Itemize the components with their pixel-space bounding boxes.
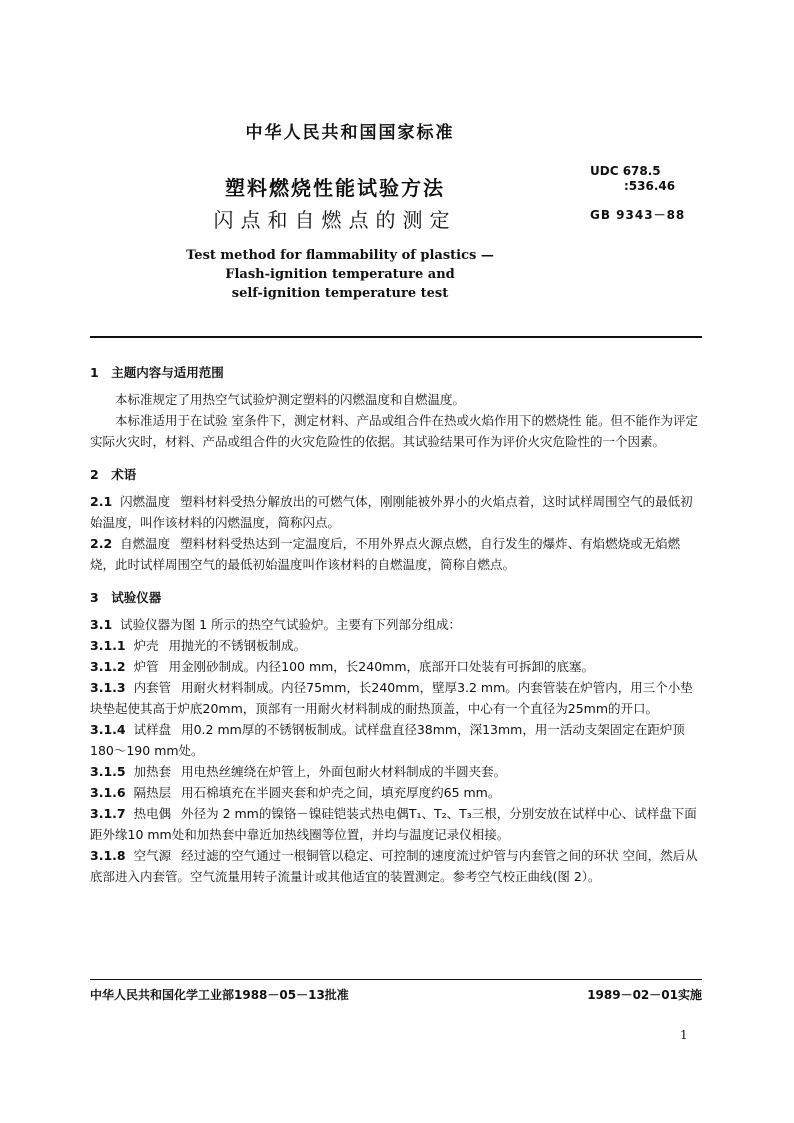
section-3-heading: 3 试验仪器 [90,590,162,605]
clause-text: 用抛光的不锈钢板制成。 [168,638,307,653]
clause-text: 外径为 2 mm的镍铬－镍硅铠装式热电偶T₁、T₂、T₃三根，分别安放在试样中心、试样盘下面距外缘10 mm处和加热套中靠近加热线圈等位置，并均与温度记录仪相接。 [90,806,697,842]
clause-number: 3.1.5 [90,764,126,779]
udc-line-1: UDC 678.5 [590,164,661,178]
clause-term: 炉管 [133,659,159,674]
clause-term: 加热套 [133,764,172,779]
gb-number: GB 9343－88 [590,208,686,222]
clause-term: 隔热层 [133,785,172,800]
udc-line-2: :536.46 [624,179,676,193]
clause-3-1-8 [90,845,702,887]
clause-term: 炉壳 [133,638,159,653]
approval-statement: 中华人民共和国化学工业部1988－05－13批准 [90,988,349,1002]
clause-number: 3.1 [90,617,113,632]
clause-number: 3.1.1 [90,638,126,653]
clause-3-1 [90,614,702,635]
clause-number: 3.1.3 [90,680,126,695]
standard-org-header: 中华人民共和国国家标准 [245,123,455,143]
section-1-paragraph-1: 本标准规定了用热空气试验炉测定塑料的闪燃温度和自燃温度。 [115,392,466,407]
clause-text: 塑料材料受热达到一定温度后，不用外界点火源点燃，自行发生的爆炸、有焰燃烧或无焰燃烧，此时试样周围空气的最低初始温度叫作该材料的自燃温度，简称自燃点。 [90,536,681,572]
clause-3-1-4 [90,719,702,761]
clause-number: 3.1.2 [90,659,126,674]
clause-3-1-7 [90,803,702,845]
clause-3-1-1 [90,635,702,656]
section-2-heading: 2 术语 [90,467,137,482]
english-title-line-1: Test method for flammability of plastics — [186,248,494,263]
clause-3-1-2 [90,656,702,677]
clause-2-2 [90,533,702,575]
clause-text: 经过滤的空气通过一根铜管以稳定、可控制的速度流过炉管与内套管之间的环状 空间，然后从底部进入内套管。空气流量用转子流量计或其他适宜的装置测定。参考空气校正曲线(图 2）。 [90,848,698,884]
clause-3-1-6 [90,782,702,803]
clause-number: 2.2 [90,536,113,551]
clause-number: 3.1.7 [90,806,126,821]
clause-number: 3.1.8 [90,848,126,863]
section-1-heading: 1 主题内容与适用范围 [90,365,224,380]
clause-number: 3.1.6 [90,785,126,800]
header-divider [90,336,702,338]
clause-2-1 [90,491,702,533]
section-1-paragraph-2: 本标准适用于在试验 室条件下，测定材料、产品或组合件在热或火焰作用下的燃烧性 能。但不能作为评定实际火灾时，材料、产品或组合件的火灾危险性的依据。其试验结果可作为评价火灾危险性的一个因素。 [90,413,698,449]
document-title: 塑料燃烧性能试验方法 [225,176,445,200]
clause-term: 内套管 [133,680,172,695]
clause-text: 用耐火材料制成。内径75mm，长240mm，壁厚3.2 mm。内套管装在炉管内，用三个小垫块垫起使其高于炉底20mm，顶部有一用耐火材料制成的耐热顶盖，中心有一个直径为25mm的开口。 [90,680,693,716]
clause-term: 自燃温度 [120,536,171,551]
clause-number: 3.1.4 [90,722,126,737]
clause-term: 闪燃温度 [120,494,171,509]
footer-divider [90,979,702,980]
page-number: 1 [680,1028,688,1042]
clause-text: 试验仪器为图 1 所示的热空气试验炉。主要有下列部分组成： [120,617,462,632]
clause-text: 塑料材料受热分解放出的可燃气体，刚刚能被外界小的火焰点着，这时试样周围空气的最低初始温度，叫作该材料的闪燃温度，简称闪点。 [90,494,693,530]
implementation-date: 1989－02－01实施 [587,988,702,1002]
clause-number: 2.1 [90,494,113,509]
document-subtitle: 闪点和自燃点的测定 [213,208,457,232]
clause-term: 热电偶 [133,806,172,821]
clause-term: 空气源 [133,848,172,863]
english-title-line-2: Flash-ignition temperature and [225,267,455,282]
english-title-line-3: self-ignition temperature test [231,286,449,301]
clause-term: 试样盘 [133,722,172,737]
document-body [90,362,702,887]
clause-3-1-3 [90,677,702,719]
udc-code [590,164,675,194]
clause-3-1-5 [90,761,702,782]
clause-text: 用石棉填充在半圆夹套和炉壳之间，填充厚度约65 mm。 [181,785,501,800]
clause-text: 用金刚砂制成。内径100 mm，长240mm，底部开口处装有可拆卸的底塞。 [168,659,595,674]
clause-text: 用电热丝缠绕在炉管上，外面包耐火材料制成的半圆夹套。 [181,764,507,779]
clause-text: 用0.2 mm厚的不锈钢板制成。试样盘直径38mm，深13mm，用一活动支架固定在距炉顶180～190 mm处。 [90,722,685,758]
